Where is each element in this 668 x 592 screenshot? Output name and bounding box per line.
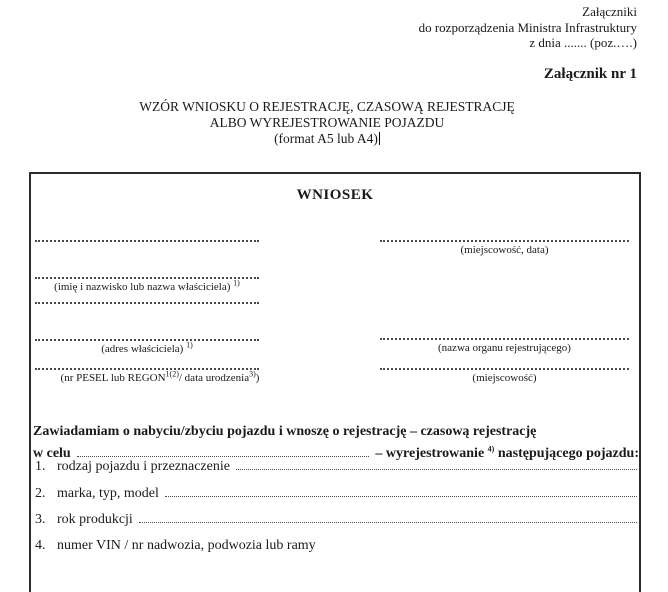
authority-place-line[interactable] xyxy=(380,368,629,370)
statement-line-2-tail: – wyrejestrowanie $^{4)}$ następującego pojazdu: xyxy=(375,444,639,461)
form-heading: WNIOSEK xyxy=(296,187,374,203)
document-title xyxy=(0,99,654,147)
footnote-ref: 1) xyxy=(186,340,193,350)
footnote-ref: 4) xyxy=(487,444,495,454)
purpose-fill-line[interactable] xyxy=(77,456,370,457)
regulation-header xyxy=(419,4,637,51)
owner-name-line-2[interactable] xyxy=(35,277,259,279)
item-label: numer VIN / nr nadwozia, podwozia lub ramy xyxy=(57,538,316,553)
place-date-caption: (miejscowość, data) xyxy=(460,244,549,256)
item-number: 1. xyxy=(35,459,46,474)
application-form-box xyxy=(29,172,641,592)
owner-address-caption: (adres właściciela) $^{1)}$ xyxy=(101,340,193,355)
owner-address-line-2[interactable] xyxy=(35,339,259,341)
item-label: marka, typ, model xyxy=(57,486,159,501)
vehicle-type-fill-line[interactable] xyxy=(236,469,637,470)
title-line-2: ALBO WYREJESTROWANIE POJAZDU xyxy=(209,115,445,130)
header-line-2: do rozporządzenia Ministra Infrastruktury xyxy=(418,19,637,35)
owner-address-line-1[interactable] xyxy=(35,302,259,304)
title-line-3: (format A5 lub A4) xyxy=(274,131,378,146)
vehicle-item-row xyxy=(35,459,639,475)
item-number: 4. xyxy=(35,538,46,553)
make-model-fill-line[interactable] xyxy=(165,496,637,497)
authority-caption: (nazwa organu rejestrującego) xyxy=(438,342,571,354)
pesel-caption: (nr PESEL lub $REGON^{1(2)}/$ data urodzenia$^{3)}$) xyxy=(60,369,260,384)
owner-name-caption: (imię i nazwisko lub nazwa właściciela) $^{1)}$ xyxy=(54,278,240,293)
vehicle-item-row xyxy=(35,486,639,502)
authority-place-caption: (miejscowość) xyxy=(472,372,537,384)
statement-line-1: Zawiadamiam o nabyciu/zbyciu pojazdu i wnoszę o rejestrację – czasową rejestrację xyxy=(33,424,537,439)
statement-purpose-label: w celu xyxy=(33,446,71,461)
authority-line[interactable] xyxy=(380,338,629,340)
vehicle-item-row xyxy=(35,512,639,528)
vehicle-item-row xyxy=(35,538,639,554)
header-line-1: Załączniki xyxy=(582,4,637,19)
item-number: 2. xyxy=(35,486,46,501)
header-line-3: z dnia ....... (poz.….) xyxy=(529,35,637,50)
item-number: 3. xyxy=(35,512,46,527)
footnote-ref: 1(2) xyxy=(165,369,179,379)
text-caret xyxy=(379,132,380,145)
attachment-number-label: Załącznik nr 1 xyxy=(543,66,637,82)
item-label: rok produkcji xyxy=(57,512,133,527)
footnote-ref: 1) xyxy=(233,278,240,288)
item-label: rodzaj pojazdu i przeznaczenie xyxy=(57,459,230,474)
title-line-1: WZÓR WNIOSKU O REJESTRACJĘ, CZASOWĄ REJESTRACJĘ xyxy=(139,99,515,114)
place-date-line[interactable] xyxy=(380,240,629,242)
owner-name-line-1[interactable] xyxy=(35,240,259,242)
pesel-line[interactable] xyxy=(35,368,259,370)
production-year-fill-line[interactable] xyxy=(139,522,637,523)
footnote-ref: 3) xyxy=(249,369,256,379)
